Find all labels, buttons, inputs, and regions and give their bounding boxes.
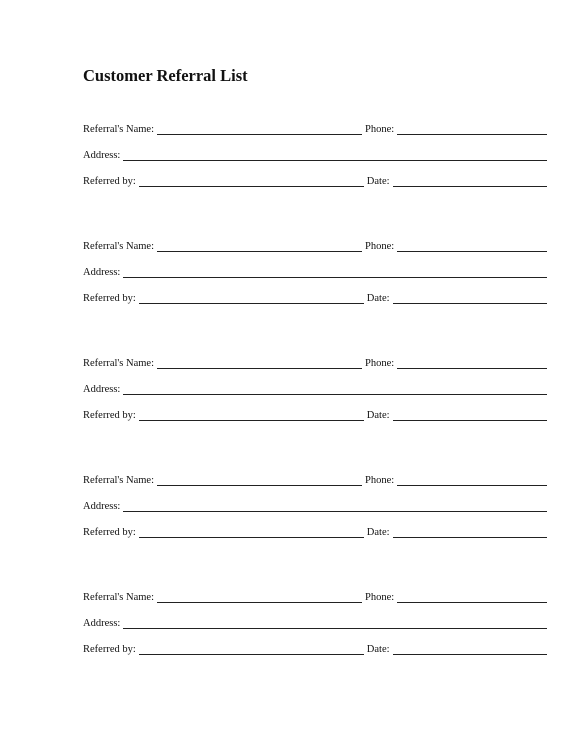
referred-by-label: Referred by:	[83, 176, 136, 187]
referral-name-label: Referral's Name:	[83, 592, 154, 603]
referral-record	[83, 239, 547, 305]
phone-field[interactable]	[397, 477, 547, 486]
date-label: Date:	[366, 644, 390, 655]
referral-record	[83, 473, 547, 539]
address-field[interactable]	[123, 269, 547, 278]
phone-label: Phone:	[364, 124, 395, 135]
referred-by-label: Referred by:	[83, 293, 136, 304]
date-label: Date:	[366, 293, 390, 304]
referral-records	[83, 122, 547, 707]
referral-name-row	[83, 122, 547, 136]
referred-by-field[interactable]	[139, 412, 364, 421]
date-field[interactable]	[393, 412, 547, 421]
phone-field[interactable]	[397, 360, 547, 369]
referral-name-field[interactable]	[157, 243, 362, 252]
address-row	[83, 265, 547, 279]
address-label: Address:	[83, 501, 121, 512]
referral-name-row	[83, 239, 547, 253]
referred-by-row	[83, 642, 547, 656]
phone-label: Phone:	[364, 592, 395, 603]
referred-by-field[interactable]	[139, 295, 364, 304]
address-label: Address:	[83, 384, 121, 395]
address-field[interactable]	[123, 152, 547, 161]
referral-name-field[interactable]	[157, 126, 362, 135]
referred-by-row	[83, 291, 547, 305]
referred-by-field[interactable]	[139, 529, 364, 538]
referral-name-label: Referral's Name:	[83, 124, 154, 135]
referral-name-field[interactable]	[157, 360, 362, 369]
phone-label: Phone:	[364, 241, 395, 252]
phone-field[interactable]	[397, 126, 547, 135]
address-row	[83, 148, 547, 162]
referral-name-label: Referral's Name:	[83, 358, 154, 369]
referral-name-row	[83, 590, 547, 604]
referral-name-label: Referral's Name:	[83, 475, 154, 486]
referred-by-label: Referred by:	[83, 644, 136, 655]
date-label: Date:	[366, 176, 390, 187]
address-field[interactable]	[123, 620, 547, 629]
date-label: Date:	[366, 527, 390, 538]
referred-by-label: Referred by:	[83, 527, 136, 538]
address-row	[83, 616, 547, 630]
referral-name-label: Referral's Name:	[83, 241, 154, 252]
referred-by-field[interactable]	[139, 178, 364, 187]
page-title: Customer Referral List	[83, 66, 248, 85]
referred-by-row	[83, 525, 547, 539]
referral-name-row	[83, 356, 547, 370]
referral-record	[83, 356, 547, 422]
address-row	[83, 499, 547, 513]
date-field[interactable]	[393, 295, 547, 304]
address-row	[83, 382, 547, 396]
date-label: Date:	[366, 410, 390, 421]
referral-record	[83, 122, 547, 188]
date-field[interactable]	[393, 529, 547, 538]
date-field[interactable]	[393, 646, 547, 655]
address-label: Address:	[83, 618, 121, 629]
referred-by-field[interactable]	[139, 646, 364, 655]
address-field[interactable]	[123, 503, 547, 512]
date-field[interactable]	[393, 178, 547, 187]
address-field[interactable]	[123, 386, 547, 395]
phone-field[interactable]	[397, 243, 547, 252]
referral-record	[83, 590, 547, 656]
address-label: Address:	[83, 267, 121, 278]
referred-by-row	[83, 174, 547, 188]
referral-name-field[interactable]	[157, 477, 362, 486]
referral-name-field[interactable]	[157, 594, 362, 603]
phone-label: Phone:	[364, 358, 395, 369]
phone-label: Phone:	[364, 475, 395, 486]
address-label: Address:	[83, 150, 121, 161]
referral-name-row	[83, 473, 547, 487]
referred-by-row	[83, 408, 547, 422]
phone-field[interactable]	[397, 594, 547, 603]
referred-by-label: Referred by:	[83, 410, 136, 421]
